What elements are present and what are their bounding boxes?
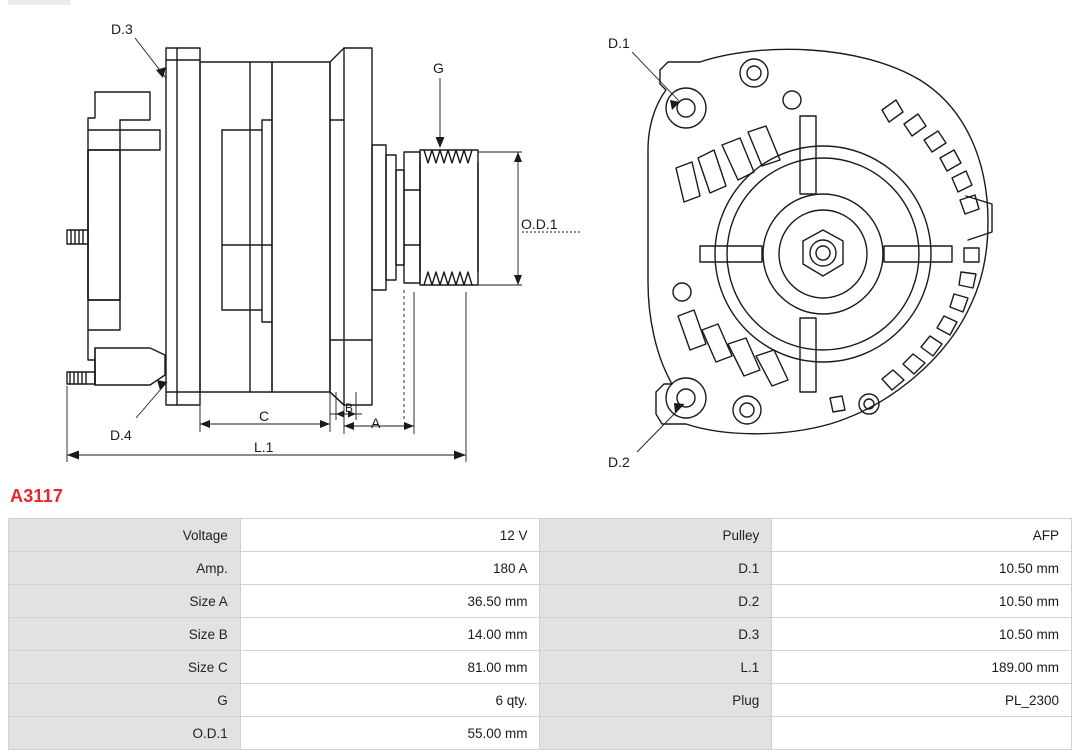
spec-value: 12 V — [240, 519, 540, 552]
label-a: A — [371, 415, 381, 431]
spec-label: Size B — [9, 618, 241, 651]
spec-value: 14.00 mm — [240, 618, 540, 651]
spec-label: L.1 — [540, 651, 772, 684]
spec-label: Amp. — [9, 552, 241, 585]
spec-label: D.2 — [540, 585, 772, 618]
table-row — [9, 585, 1072, 618]
spec-label: D.1 — [540, 552, 772, 585]
label-b: B — [345, 401, 354, 415]
table-row — [9, 684, 1072, 717]
table-row — [9, 552, 1072, 585]
label-l1: L.1 — [254, 439, 274, 455]
spec-label: G — [9, 684, 241, 717]
spec-label: Pulley — [540, 519, 772, 552]
label-od1: O.D.1 — [521, 216, 558, 232]
spec-empty-label — [540, 717, 772, 750]
spec-label: Voltage — [9, 519, 241, 552]
label-d2: D.2 — [608, 454, 630, 470]
spec-value: 81.00 mm — [240, 651, 540, 684]
label-g: G — [433, 60, 444, 76]
spec-value: 55.00 mm — [240, 717, 540, 750]
label-d1: D.1 — [608, 35, 630, 51]
spec-label: Size C — [9, 651, 241, 684]
spec-value: 180 A — [240, 552, 540, 585]
table-row — [9, 519, 1072, 552]
spec-value: 10.50 mm — [772, 585, 1072, 618]
spec-value: 36.50 mm — [240, 585, 540, 618]
spec-value: 189.00 mm — [772, 651, 1072, 684]
table-row — [9, 651, 1072, 684]
table-row — [9, 717, 1072, 750]
spec-table — [8, 518, 1072, 750]
spec-label: Size A — [9, 585, 241, 618]
spec-empty-value — [772, 717, 1072, 750]
part-number: A3117 — [10, 486, 64, 506]
table-row — [9, 618, 1072, 651]
label-d4: D.4 — [110, 427, 132, 443]
spec-label: O.D.1 — [9, 717, 241, 750]
label-d3: D.3 — [111, 21, 133, 37]
spec-value: PL_2300 — [772, 684, 1072, 717]
spec-value: AFP — [772, 519, 1072, 552]
spec-label: D.3 — [540, 618, 772, 651]
spec-value: 10.50 mm — [772, 618, 1072, 651]
spec-value: 10.50 mm — [772, 552, 1072, 585]
spec-label: Plug — [540, 684, 772, 717]
label-c: C — [259, 408, 270, 424]
spec-value: 6 qty. — [240, 684, 540, 717]
